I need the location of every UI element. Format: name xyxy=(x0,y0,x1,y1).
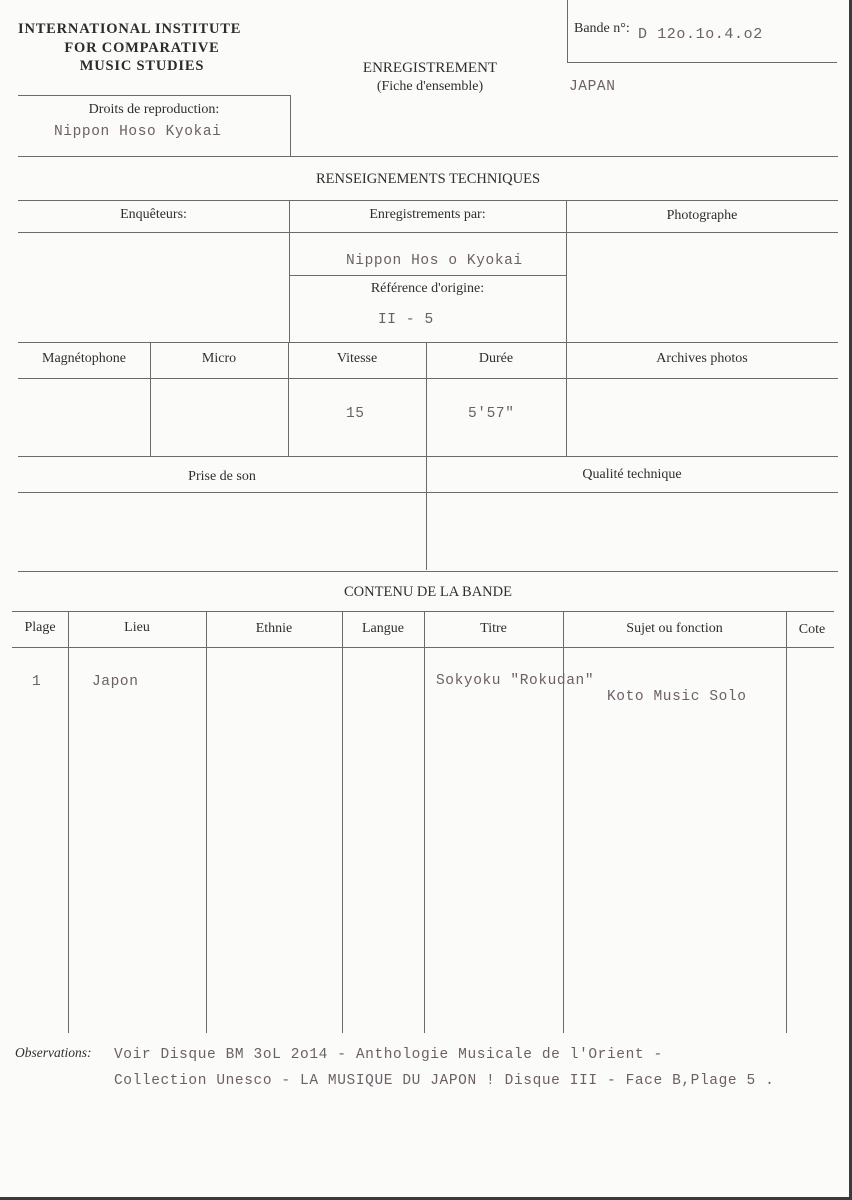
duree-value: 5'57" xyxy=(468,406,515,422)
prise-header-top xyxy=(18,456,838,457)
col-divider-ethnie xyxy=(342,611,343,1033)
enregistrements-label: Enregistrements par: xyxy=(369,207,486,222)
vitesse-label: Vitesse xyxy=(336,351,378,366)
bande-number: D 12o.1o.4.o2 xyxy=(638,26,763,43)
droits-box-top xyxy=(18,95,290,96)
col-divider-lieu xyxy=(206,611,207,1033)
vitesse-value: 15 xyxy=(346,406,365,422)
row-titre: Sokyoku "Rokudan" xyxy=(436,673,595,689)
enregistrement-title: ENREGISTREMENT xyxy=(362,60,498,76)
contenu-header-bottom xyxy=(12,647,834,648)
duree-label: Durée xyxy=(478,351,514,366)
institute-line-3: MUSIC STUDIES xyxy=(79,58,205,74)
photographe-label: Photographe xyxy=(666,208,738,223)
bande-label: Bande n°: xyxy=(574,21,630,36)
bande-box-left xyxy=(567,0,568,62)
reference-label: Référence d'origine: xyxy=(370,281,485,296)
archives-label: Archives photos xyxy=(656,351,748,366)
prise-header-bottom xyxy=(18,492,838,493)
header-plage: Plage xyxy=(24,620,56,635)
prise-bottom-line xyxy=(18,571,838,572)
prise-label: Prise de son xyxy=(188,469,256,484)
observations-line-2: Collection Unesco - LA MUSIQUE DU JAPON ! Disque III - Face B,Plage 5 . xyxy=(114,1073,775,1089)
equipment-header-bottom xyxy=(18,378,838,379)
institute-line-1: INTERNATIONAL INSTITUTE xyxy=(18,21,242,37)
col-divider-langue xyxy=(424,611,425,1033)
institute-line-2: FOR COMPARATIVE xyxy=(64,39,220,56)
technique-header-bottom xyxy=(18,232,838,233)
technique-title: RENSEIGNEMENTS TECHNIQUES xyxy=(315,171,541,187)
institute-name xyxy=(18,20,266,76)
contenu-title: CONTENU DE LA BANDE xyxy=(344,584,512,600)
header-titre: Titre xyxy=(480,621,507,636)
droits-box-right xyxy=(290,95,291,156)
col-divider-plage xyxy=(68,611,69,1033)
magnetophone-label: Magnétophone xyxy=(42,351,126,366)
droits-value: Nippon Hoso Kyokai xyxy=(54,124,222,140)
technique-header-top xyxy=(18,200,838,201)
country: JAPAN xyxy=(569,79,616,95)
bande-box-bottom xyxy=(567,62,837,63)
contenu-header-top xyxy=(12,611,834,612)
observations-label: Observations: xyxy=(15,1045,92,1060)
reference-line xyxy=(289,275,566,276)
micro-label: Micro xyxy=(201,351,237,366)
droits-label: Droits de reproduction: xyxy=(88,102,220,117)
technique-top-line xyxy=(18,156,838,157)
header-sujet: Sujet ou fonction xyxy=(626,621,723,636)
row-sujet: Koto Music Solo xyxy=(607,689,747,705)
qualite-label: Qualité technique xyxy=(582,467,682,482)
reference-value: II - 5 xyxy=(378,312,434,328)
row-lieu: Japon xyxy=(92,674,139,690)
col-divider-sujet xyxy=(786,611,787,1033)
row-plage: 1 xyxy=(32,674,42,690)
header-langue: Langue xyxy=(362,621,404,636)
enqueteurs-label: Enquêteurs: xyxy=(120,207,187,222)
observations-line-1: Voir Disque BM 3oL 2o14 - Anthologie Musicale de l'Orient - xyxy=(114,1047,663,1063)
enregistrement-subtitle: (Fiche d'ensemble) xyxy=(376,79,484,94)
header-ethnie: Ethnie xyxy=(255,621,293,636)
equipment-header-top xyxy=(18,342,838,343)
header-lieu: Lieu xyxy=(124,620,150,635)
header-cote: Cote xyxy=(798,622,826,637)
enregistrements-value: Nippon Hos o Kyokai xyxy=(346,253,523,269)
